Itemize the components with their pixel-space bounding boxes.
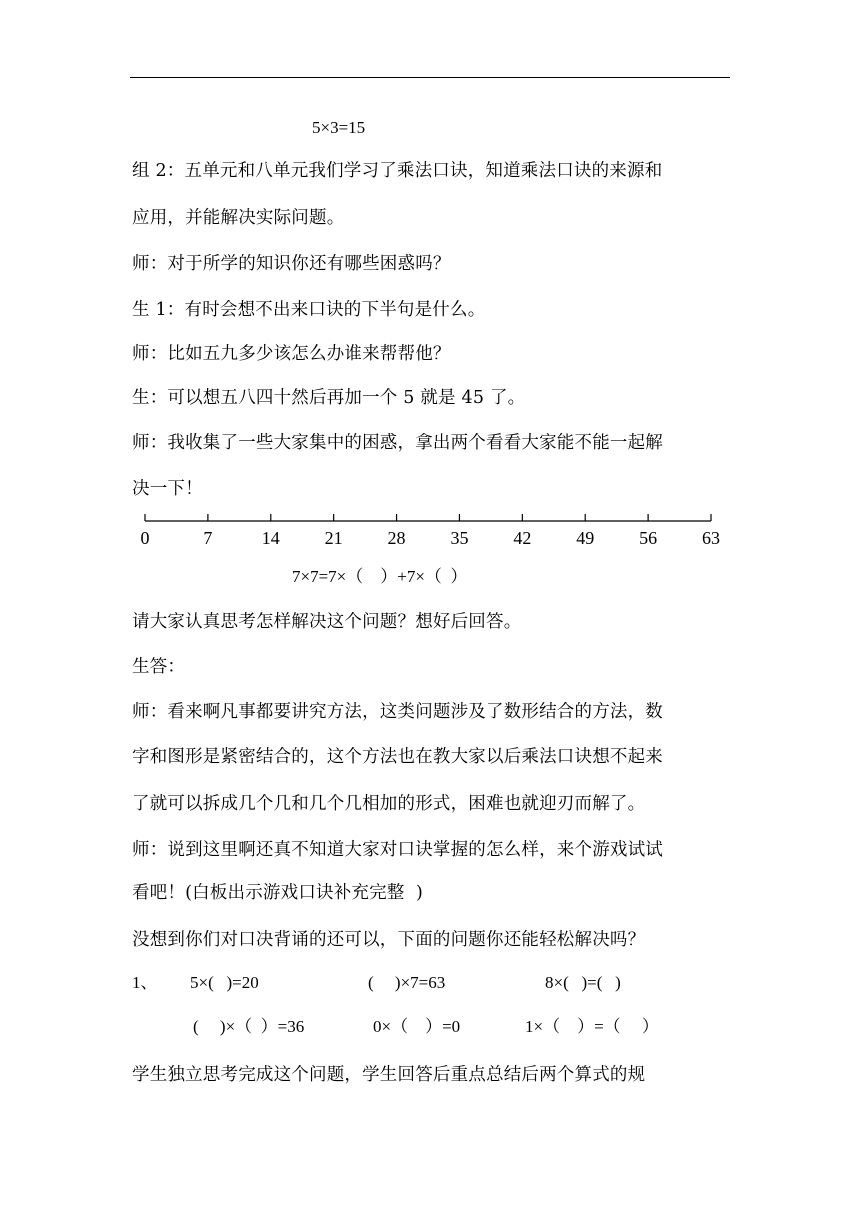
text-line-11: 师：看来啊凡事都要讲究方法，这类问题涉及了数形结合的方法，数	[132, 702, 663, 722]
number-line-tick-label: 35	[450, 528, 469, 548]
number-line-tick-label: 56	[639, 528, 658, 548]
text-line-15: 看吧！(白板出示游戏口诀补充完整 )	[132, 883, 424, 903]
exercise-6: 1×（ ）=（ ）	[525, 1017, 659, 1036]
text-line-4: 生 1：有时会想不出来口诀的下半句是什么。	[132, 300, 486, 320]
text-line-12: 字和图形是紧密结合的，这个方法也在教大家以后乘法口诀想不起来	[132, 747, 663, 767]
text-line-7: 师：我收集了一些大家集中的困惑，拿出两个看看大家能不能一起解	[132, 433, 663, 453]
text-line-16: 没想到你们对口决背诵的还可以，下面的问题你还能轻松解决吗？	[132, 930, 646, 950]
text-line-3: 师：对于所学的知识你还有哪些困惑吗？	[132, 254, 451, 274]
exercise-3: 8×( )=( )	[545, 973, 621, 992]
number-line-tick-label: 42	[513, 528, 532, 548]
number-line-tick-label: 21	[324, 528, 343, 548]
number-line-tick-label: 49	[576, 528, 595, 548]
exercise-5: 0×（ ）=0	[373, 1017, 461, 1036]
text-line-8: 决一下！	[132, 479, 203, 499]
exercise-1: 5×( )=20	[190, 973, 259, 992]
exercise-2: ( )×7=63	[368, 973, 446, 992]
text-line-17: 学生独立思考完成这个问题，学生回答后重点总结后两个算式的规	[132, 1065, 646, 1085]
text-line-1: 组 2：五单元和八单元我们学习了乘法口诀，知道乘法口诀的来源和	[132, 161, 663, 181]
number-line	[0, 505, 860, 565]
text-line-13: 了就可以拆成几个几和几个几相加的形式，困难也就迎刃而解了。	[132, 794, 646, 814]
number-line-tick-label: 63	[702, 528, 720, 548]
exercise-number: 1、	[132, 973, 158, 992]
number-line-tick-label: 0	[140, 528, 150, 548]
header-rule	[130, 77, 730, 78]
text-line-5: 师：比如五九多少该怎么办谁来帮帮他？	[132, 344, 451, 364]
number-line-tick-label: 7	[203, 528, 213, 548]
exercise-4: ( )×（ ）=36	[193, 1017, 305, 1036]
text-line-14: 师：说到这里啊还真不知道大家对口诀掌握的怎么样，来个游戏试试	[132, 840, 663, 860]
text-line-2: 应用，并能解决实际问题。	[132, 208, 345, 228]
text-line-6: 生：可以想五八四十然后再加一个 5 就是 45 了。	[132, 388, 526, 408]
equation-decompose: 7×7=7×（ ）+7×（ ）	[292, 567, 468, 586]
number-line-tick-label: 14	[261, 528, 280, 548]
equation-top: 5×3=15	[312, 118, 366, 137]
text-line-10: 生答：	[132, 657, 186, 677]
text-line-9: 请大家认真思考怎样解决这个问题？想好后回答。	[132, 612, 522, 632]
number-line-tick-label: 28	[387, 528, 406, 548]
